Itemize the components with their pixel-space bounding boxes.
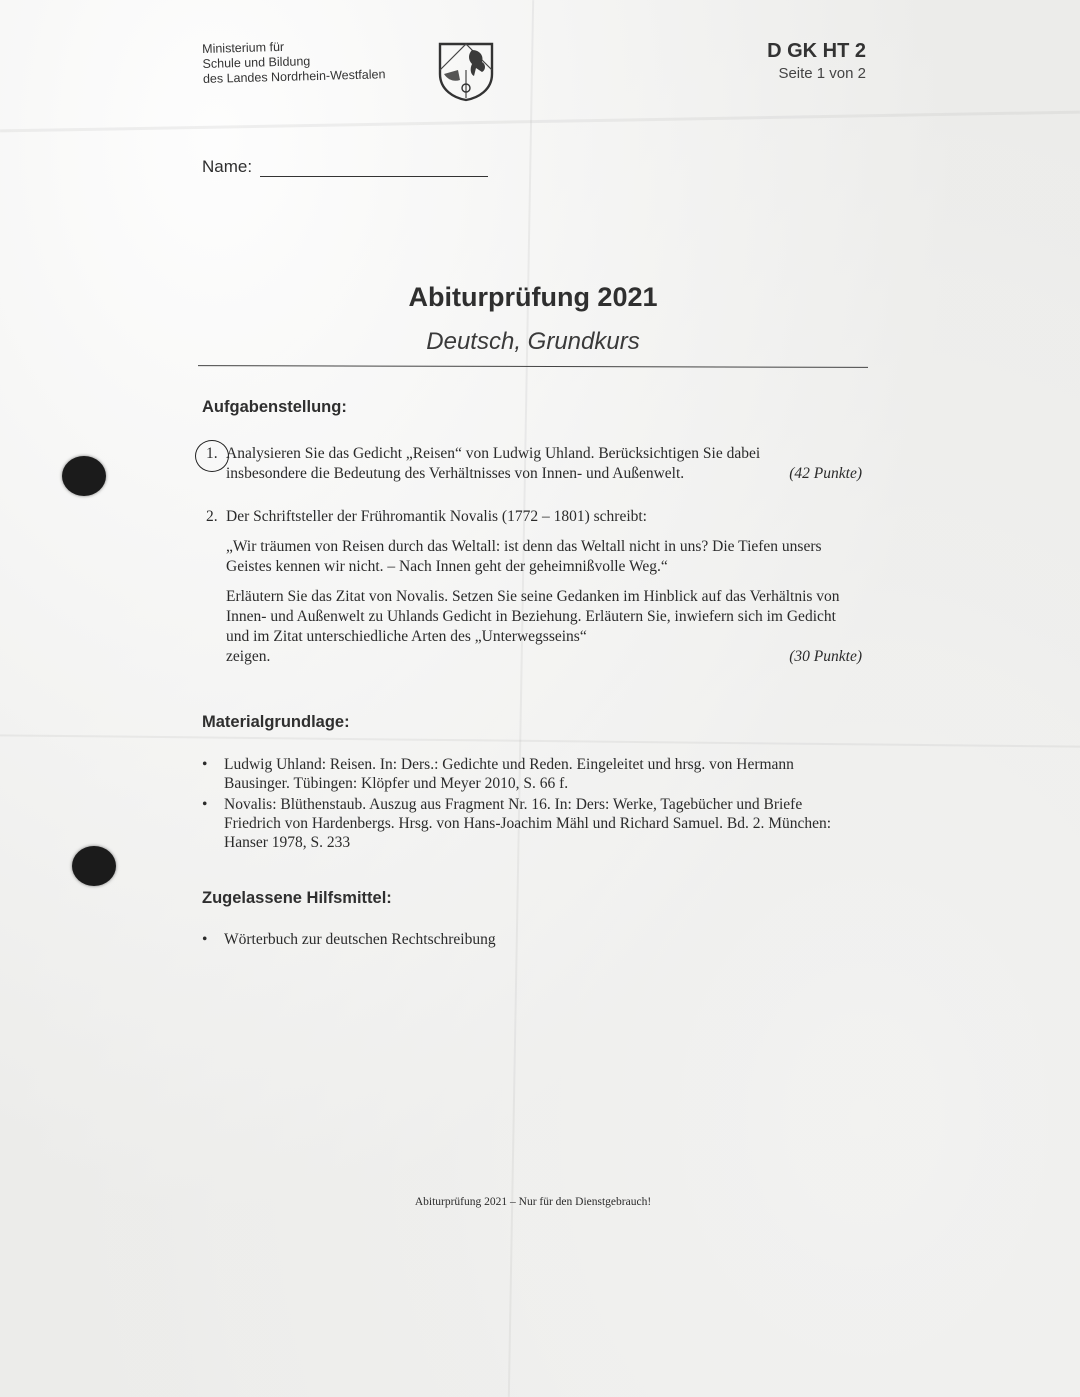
- aids-list: [202, 930, 862, 951]
- task-text: Analysieren Sie das Gedicht „Reisen“ von Ludwig Uhland. Berücksichtigen Sie dabei: [226, 445, 761, 462]
- name-label: Name:: [202, 157, 253, 176]
- exam-code: D GK HT 2: [767, 40, 866, 62]
- list-item: • Ludwig Uhland: Reisen. In: Ders.: Gedichte und Reden. Eingeleitet und hrsg. von Hermann Bausinger. Tübingen: Klöpfer und Meyer 2010, S. 66 f.: [202, 755, 862, 793]
- paper-crease: [0, 734, 1080, 747]
- ministry-label: [202, 37, 386, 87]
- task-intro: Der Schriftsteller der Frühromantik Novalis (1772 – 1801) schreibt:: [226, 508, 647, 525]
- footer-note: Abiturprüfung 2021 – Nur für den Dienstgebrauch!: [414, 1196, 652, 1208]
- task-text: insbesondere die Bedeutung des Verhältnisses von Innen- und Außenwelt.: [226, 465, 685, 482]
- ministry-line: Ministerium für: [202, 39, 285, 56]
- paper-crease: [508, 0, 534, 1397]
- task-body: Erläutern Sie das Zitat von Novalis. Setzen Sie seine Gedanken im Hinblick auf das Verhältnis von Innen- und Außenwelt zu Uhlands Gedicht in Beziehung. Erläutern Sie, inwiefern sich im Gedicht und im Zitat unterschiedliche Arten des „Unterwegsseins“: [226, 588, 840, 645]
- name-line: [260, 158, 488, 177]
- page-indicator: Seite 1 von 2: [778, 65, 866, 82]
- name-field-row: [202, 157, 488, 177]
- material-heading: Materialgrundlage:: [202, 713, 350, 731]
- list-item: • Wörterbuch zur deutschen Rechtschreibung: [202, 930, 862, 949]
- task-body-end: zeigen.: [226, 648, 271, 665]
- nrw-coat-of-arms-icon: [436, 40, 496, 102]
- task-1: [202, 444, 862, 484]
- paper-crease: [0, 111, 1080, 133]
- ministry-line: des Landes Nordrhein-Westfalen: [202, 67, 386, 86]
- exam-code-block: [767, 40, 866, 82]
- task-number: 2.: [206, 508, 218, 525]
- title-divider: [198, 365, 868, 368]
- tasks-heading: Aufgabenstellung:: [202, 398, 347, 416]
- page-title: Abiturprüfung 2021: [408, 282, 658, 312]
- task-number: 1.: [206, 445, 218, 462]
- novalis-quote: „Wir träumen von Reisen durch das Weltall: ist denn das Weltall nicht in uns? Die Tiefen unsers Geistes kennen wir nicht. – Nach Innen geht der geheimnißvolle Weg.“: [226, 538, 822, 575]
- punch-hole: [72, 846, 116, 886]
- task-text: [226, 587, 862, 667]
- material-list: [202, 755, 862, 854]
- page-subtitle: Deutsch, Grundkurs: [426, 328, 640, 355]
- punch-hole: [62, 456, 106, 496]
- ministry-line: Schule und Bildung: [202, 54, 311, 71]
- task-points: (30 Punkte): [789, 648, 862, 665]
- list-item: • Novalis: Blüthenstaub. Auszug aus Fragment Nr. 16. In: Ders: Werke, Tagebücher und Briefe Friedrich von Hardenbergs. Hrsg. von Hans-Joachim Mähl und Richard Samuel. Bd. 2. München: Hanser 1978, S. 233: [202, 795, 862, 852]
- task-points: (42 Punkte): [789, 465, 862, 482]
- aids-heading: Zugelassene Hilfsmittel:: [202, 889, 392, 907]
- task-2: [202, 507, 862, 667]
